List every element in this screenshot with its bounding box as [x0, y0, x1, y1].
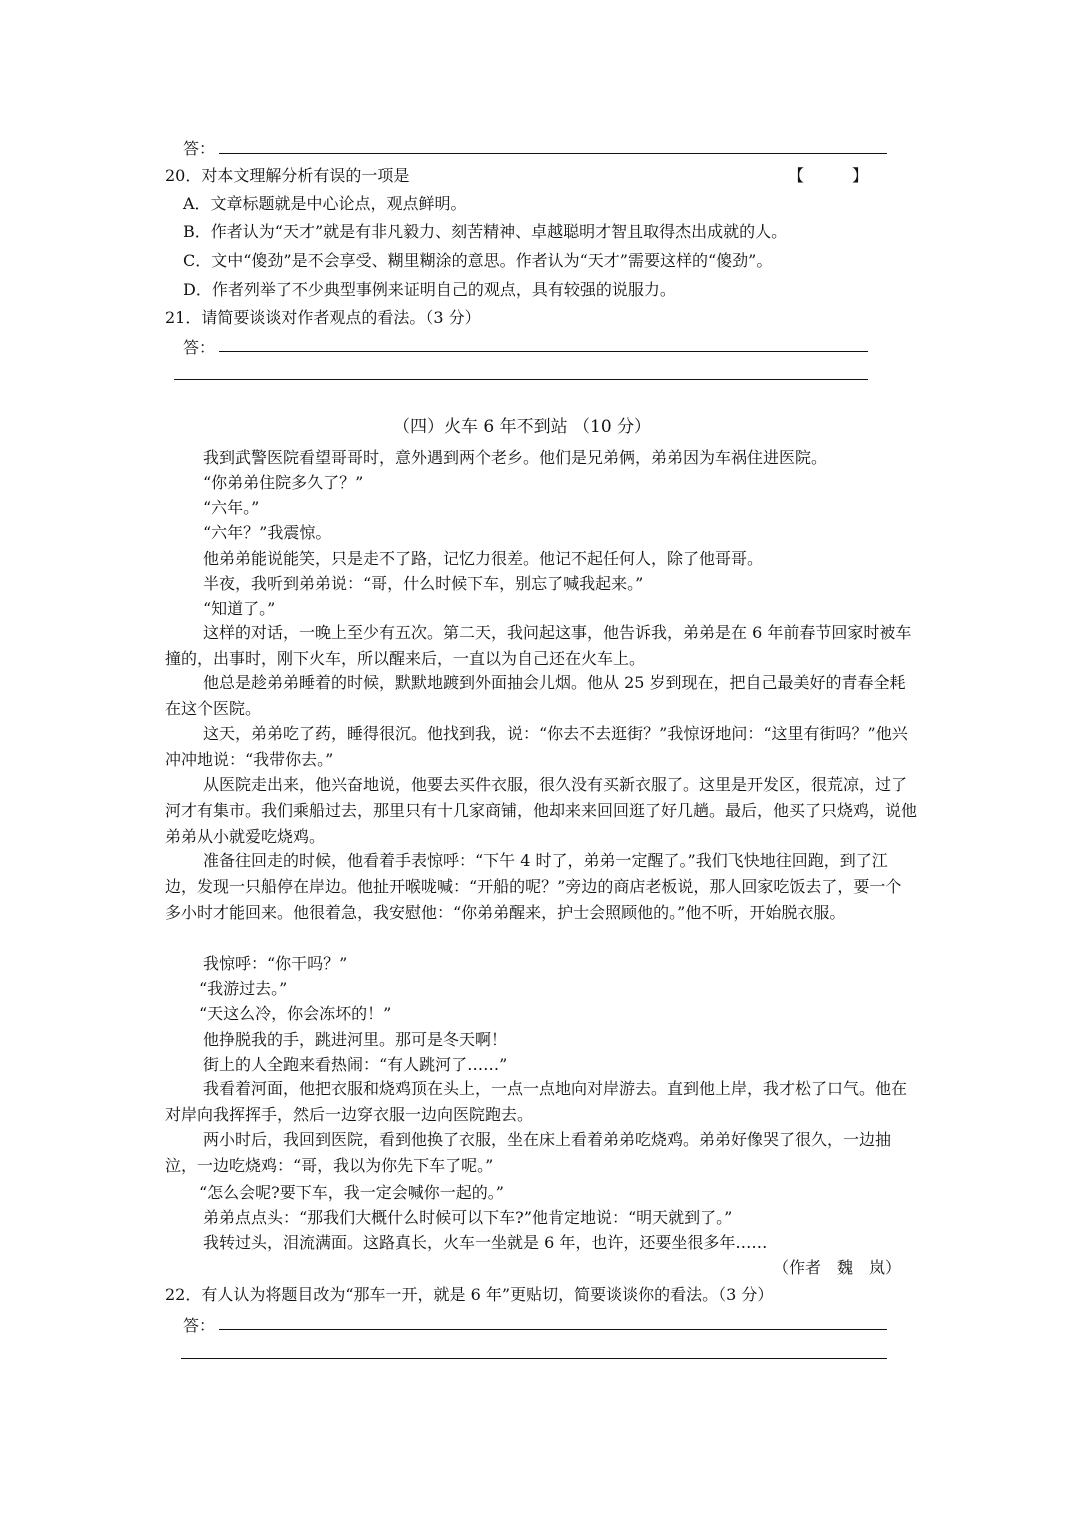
- story-line: “六年？”我震惊。: [203, 523, 332, 542]
- story-line: “天这么冷，你会冻坏的！”: [199, 1004, 392, 1023]
- option-a: A．文章标题就是中心论点，观点鲜明。: [183, 194, 467, 213]
- answer-label: 答：: [183, 139, 216, 158]
- question-20-stem: 20．对本文理解分析有误的一项是: [165, 166, 410, 185]
- story-line: “知道了。”: [203, 599, 276, 618]
- answer-line: [181, 1358, 887, 1359]
- story-paragraph: 这天，弟弟吃了药，睡得很沉。他找到我，说：“你去不去逛街？”我惊讶地问：“这里有街吗？”他兴冲冲地说：“我带你去。”: [165, 724, 908, 769]
- story-line: “我游过去。”: [199, 979, 288, 998]
- story-line: 街上的人全跑来看热闹：“有人跳河了……”: [203, 1055, 508, 1074]
- question-21-stem: 21．请简要谈谈对作者观点的看法。（3 分）: [165, 308, 481, 327]
- answer-label: 答：: [183, 1316, 216, 1335]
- story-line: “六年。”: [203, 498, 260, 517]
- story-line: “怎么会呢?要下车，我一定会喊你一起的。”: [199, 1183, 504, 1202]
- answer-line: [219, 153, 887, 154]
- story-paragraph: 两小时后，我回到医院，看到他换了衣服，坐在床上看着弟弟吃烧鸡。弟弟好像哭了很久，一边抽泣，一边吃烧鸡：“哥，我以为你先下车了呢。”: [165, 1130, 892, 1175]
- author-credit: （作者 魏 岚）: [773, 1258, 902, 1277]
- story-paragraph: 这样的对话，一晚上至少有五次。第二天，我问起这事，他告诉我，弟弟是在 6 年前春节回家时被车撞的，出事时，刚下火车，所以醒来后，一直以为自己还在火车上。: [165, 623, 912, 668]
- answer-bracket: 【 】: [788, 166, 869, 185]
- answer-line: [174, 379, 868, 380]
- option-b: B．作者认为“天才”就是有非凡毅力、刻苦精神、卓越聪明才智且取得杰出成就的人。: [183, 222, 788, 241]
- story-line: 半夜，我听到弟弟说：“哥，什么时候下车，别忘了喊我起来。”: [203, 574, 644, 593]
- option-c: C．文中“傻劲”是不会享受、糊里糊涂的意思。作者认为“天才”需要这样的“傻劲”。: [183, 251, 773, 270]
- answer-label: 答：: [183, 338, 216, 357]
- story-line: 我惊呼：“你干吗？”: [203, 954, 348, 973]
- story-line: “你弟弟住院多久了？”: [203, 473, 364, 492]
- story-paragraph: 从医院走出来，他兴奋地说，他要去买件衣服，很久没有买新衣服了。这里是开发区，很荒凉，过了河才有集市。我们乘船过去，那里只有十几家商铺，他却来来回回逛了好几趟。最后，他买了只烧鸡，说他弟弟从小就爱吃烧鸡。: [165, 775, 918, 846]
- answer-line: [219, 1329, 887, 1330]
- story-line: 他弟弟能说能笑，只是走不了路，记忆力很差。他记不起任何人，除了他哥哥。: [203, 549, 764, 568]
- story-paragraph: 他总是趁弟弟睡着的时候，默默地踱到外面抽会儿烟。他从 25 岁到现在，把自己最美好的青春全耗在这个医院。: [165, 673, 906, 718]
- story-line: 弟弟点点头：“那我们大概什么时候可以下车?”他肯定地说：“明天就到了。”: [203, 1208, 733, 1227]
- story-line: 我转过头，泪流满面。这路真长，火车一坐就是 6 年，也许，还要坐很多年……: [203, 1233, 768, 1252]
- story-paragraph: 准备往回走的时候，他看着手表惊呼：“下午 4 时了，弟弟一定醒了。”我们飞快地往回跑，到了江边，发现一只船停在岸边。他扯开喉咙喊：“开船的呢？”旁边的商店老板说，那人回家吃饭去了，要一个多小时才能回来。他很着急，我安慰他：“你弟弟醒来，护士会照顾他的。”他不听，开始脱衣服。: [165, 851, 902, 922]
- option-d: D．作者列举了不少典型事例来证明自己的观点，具有较强的说服力。: [183, 280, 676, 299]
- story-line: 我到武警医院看望哥哥时，意外遇到两个老乡。他们是兄弟俩，弟弟因为车祸住进医院。: [203, 448, 828, 467]
- story-line: 他挣脱我的手，跳进河里。那可是冬天啊！: [203, 1030, 508, 1049]
- story-paragraph: 我看着河面，他把衣服和烧鸡顶在头上，一点一点地向对岸游去。直到他上岸，我才松了口气。他在对岸向我挥挥手，然后一边穿衣服一边向医院跑去。: [165, 1079, 908, 1124]
- answer-line: [219, 351, 868, 352]
- question-22-stem: 22．有人认为将题目改为“那车一开，就是 6 年”更贴切，简要谈谈你的看法。（3 分）: [165, 1285, 774, 1304]
- section-title: （四）火车 6 年不到站 （10 分）: [393, 417, 652, 437]
